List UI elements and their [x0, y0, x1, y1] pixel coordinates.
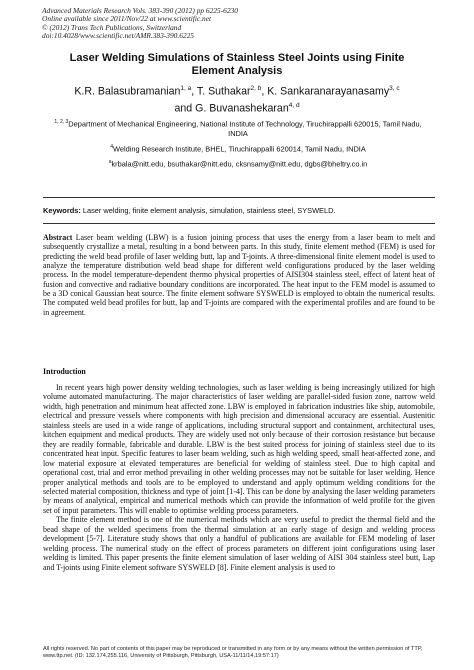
- abstract-label: Abstract: [43, 233, 73, 242]
- intro-paragraph-2: The finite element method is one of the numerical methods which are very useful to predict the thermal field and the bead shape of the welded specimens from the thermal simulation at an early stage of design and welding process development [5-7]. Literature study shows that only a handful of publications are available for FEM modeling of laser welding process. The numerical study on the effect of process parameters on different joint configurations using laser welding is limited. This paper presents the finite element simulation of laser welding of AISI 304 stainless steel butt, Lap and T-joints using Finite element software SYSWELD [8]. Finite element analysis is used to: [43, 515, 435, 572]
- keywords: [43, 206, 435, 215]
- journal-citation: Advanced Materials Research Vols. 383-390 (2012) pp 6225-6230: [42, 6, 238, 15]
- paper-title: [30, 52, 444, 78]
- keywords-top-divider: [43, 197, 435, 198]
- keywords-text: Laser welding, finite element analysis, simulation, stainless steel, SYSWELD.: [82, 206, 336, 215]
- title-line-2: Element Analysis: [191, 65, 283, 77]
- author-superscript: 3, c: [389, 85, 400, 92]
- doi-line: doi:10.4028/www.scientific.net/AMR.383-390.6225: [42, 31, 194, 41]
- author-superscript: 4, d: [288, 101, 300, 109]
- author-name: K. Sankaranarayanasamy: [267, 85, 390, 98]
- introduction-body: [43, 383, 435, 572]
- author-list: K.R. Balasubramanian$^{1, a}$, T. Suthakar$^{2, b}$, K. Sankaranarayanasamy$^{3, c}$ and G. Buvanashekaran$^{4, d}$: [74, 85, 400, 115]
- keywords-label: Keywords:: [43, 206, 81, 215]
- footer-line-2: www.ttp.net. (ID: 132.174.255.116, University of Pittsburgh, Pittsburgh, USA-11/11/14,19:57:17): [43, 652, 279, 659]
- copyright-line: © (2012) Trans Tech Publications, Switzerland: [42, 22, 182, 32]
- abstract: [43, 233, 435, 317]
- online-date: Online available since 2011/Nov/22 at www.scientific.net: [42, 14, 212, 24]
- author-name: G. Buvanashekaran: [195, 102, 289, 115]
- copyright-footer: [43, 646, 435, 660]
- intro-paragraph-1: In recent years high power density welding technologies, such as laser welding is being increasingly utilized for high volume automated manufacturing. The major characteristics of laser welding are parallel-sided fusion zone, narrow weld width, high penetration and minimum heat affected zone. LBW is employed in fabrication industries like ship, automobile, electrical and pressure vessels where components with high precision and dimensional accuracy are essential. Austenitic stainless steels are used in a wide range of applications, including structural support and containment, architectural uses, kitchen equipment and medical products. They are widely used not only because of their corrosion resistance but because they are readily formable, fabricable and durable. LBW is the best suited process for joining of stainless steel due to its concentrated heat input. Specific features to laser beam welding, such as high welding speed, small heat-affected zone, and low material exposure at elevated temperatures are beneficial for welding of stainless steel. Due to high capital and operational cost, trial and error method prevailing in other welding processes may not be suitable for laser welding. Hence proper analytical methods and tools are to be employed to understand and apply optimum welding conditions for the selected material composition, thickness and type of joint [1-4]. This can be done by analysing the laser welding parameters by means of analytical, empirical and numerical methods which can provide the information of weld profile for the given set of input parameters. This will enable to optimise welding process parameters.: [43, 383, 435, 515]
- affiliations: [48, 118, 428, 173]
- author-connector: and: [174, 102, 193, 115]
- abstract-text: Laser beam welding (LBW) is a fusion joining process that uses the energy from a laser beam to melt and subsequently crystallize a metal, resulting in a bond between parts. In this study, finite element method (FEM) is used for predicting the weld bead profile of laser welding butt, lap and T-joints. A three-dimensional finite element model is used to analyze the temperature distribution weld bead shape for different weld configurations produced by the laser welding process. In the model temperature-dependent thermo physical properties of AISI304 stainless steel, effect of latent heat of fusion and convective and radiative boundary conditions are incorporated. The heat input to the FEM model is assumed to be a 3D conical Gaussian heat source. The finite element software SYSWELD is employed to obtain the numerical results. The computed weld bead profiles for butt, lap and T-joints are compared with the experimental profiles and are found to be in agreement.: [43, 233, 435, 317]
- affiliation-2: $^4$Welding Research Institute, BHEL, Tiruchirappalli 620014, Tamil Nadu, INDIA: [110, 143, 366, 154]
- introduction-heading: Introduction: [43, 367, 86, 376]
- title-line-1: Laser Welding Simulations of Stainless Steel Joints using Finite: [69, 52, 405, 64]
- author-superscript: 2, b: [250, 85, 262, 92]
- affiliation-1: $^{1, 2, 3}$Department of Mechanical Engineering, National Institute of Technology, Tiruchirappalli 620015, Tamil Nadu, INDIA: [54, 119, 422, 139]
- author-emails: $^a$krbala@nitt.edu, bsuthakar@nitt.edu, cksnsamy@nitt.edu, dgbs@bheltry.co.in: [108, 158, 368, 169]
- journal-header: [42, 7, 442, 41]
- author-superscript: 1, a: [180, 85, 192, 92]
- footer-line-1: All rights reserved. No part of contents of this paper may be reproduced or transmitted in any form or by any means without the written permission of TTP,: [43, 646, 423, 652]
- keywords-bottom-divider: [43, 223, 435, 224]
- author-name: K.R. Balasubramanian: [74, 85, 181, 98]
- author-name: T. Suthakar: [196, 85, 251, 98]
